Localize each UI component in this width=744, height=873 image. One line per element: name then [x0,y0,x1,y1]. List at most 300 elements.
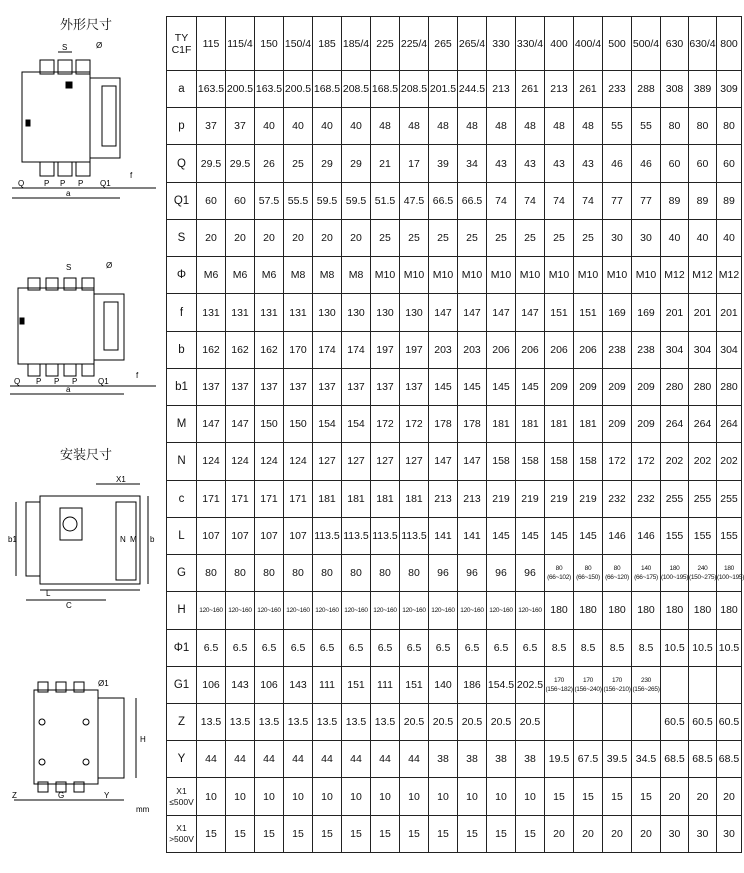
table-cell: 143 [226,666,255,703]
fig2-label: Q1 [98,377,109,386]
table-cell: M12 [661,257,689,294]
table-cell: 171 [284,480,313,517]
table-cell: 37 [226,108,255,145]
fig1-label: f [130,171,133,180]
table-cell: 30 [661,815,689,852]
table-cell: M6 [197,257,226,294]
table-cell: 201 [717,294,742,331]
table-cell: 106 [255,666,284,703]
table-cell: 89 [717,182,742,219]
table-cell: 181 [487,406,516,443]
table-cell [632,555,661,592]
column-header: 150 [255,17,284,71]
table-cell: 208.5 [342,71,371,108]
table-cell: 288 [632,71,661,108]
table-cell: 213 [429,480,458,517]
fig1-label: Ø [96,41,103,50]
fig4-label: Z [12,791,17,800]
table-cell: 6.5 [400,629,429,666]
column-header: 500/4 [632,17,661,71]
table-cell: 25 [371,219,400,256]
table-cell: M12 [689,257,717,294]
table-cell: 20.5 [516,703,545,740]
table-cell: 232 [603,480,632,517]
table-cell: 169 [603,294,632,331]
table-cell: 206 [574,331,603,368]
table-cell: 130 [313,294,342,331]
table-row [167,555,742,592]
table-cell: 68.5 [661,741,689,778]
table-cell [717,666,742,703]
table-cell: 120~160 [371,592,400,629]
table-cell: 30 [632,219,661,256]
table-cell: 80 [197,555,226,592]
table-cell: 202.5 [516,666,545,703]
table-cell: 172 [400,406,429,443]
cell-line: 80 [613,565,621,573]
table-cell: 60 [661,145,689,182]
table-cell: 48 [487,108,516,145]
table-cell: 20 [313,219,342,256]
table-cell: 15 [226,815,255,852]
table-cell: 96 [429,555,458,592]
table-cell: 40 [717,219,742,256]
table-cell: 261 [516,71,545,108]
row-header: Y [167,741,197,778]
table-cell: 168.5 [371,71,400,108]
table-cell: 10.5 [689,629,717,666]
table-cell: 40 [342,108,371,145]
table-row [167,71,742,108]
table-cell: 120~160 [458,592,487,629]
table-cell: 170 [284,331,313,368]
table-cell: 304 [661,331,689,368]
table-cell: 202 [661,443,689,480]
table-cell: 68.5 [689,741,717,778]
table-row [167,592,742,629]
cell-line: 180 [724,565,734,573]
table-cell: 158 [545,443,574,480]
table-cell: 137 [400,368,429,405]
table-cell: 201 [689,294,717,331]
table-cell: 80 [313,555,342,592]
table-cell: 6.5 [197,629,226,666]
table-cell: 308 [661,71,689,108]
table-cell: 150 [255,406,284,443]
table-cell: 57.5 [255,182,284,219]
table-cell: 200.5 [226,71,255,108]
table-cell: 171 [226,480,255,517]
table-cell [661,555,689,592]
table-cell: 6.5 [429,629,458,666]
table-cell: 154 [342,406,371,443]
table-cell: 219 [516,480,545,517]
table-cell: 60 [197,182,226,219]
table-cell: M10 [487,257,516,294]
table-cell [632,703,661,740]
table-cell: 37 [197,108,226,145]
row-header [167,815,197,852]
table-cell: 25 [516,219,545,256]
outline-dimensions-heading: 外形尺寸 [60,18,113,33]
mounting-dimensions-heading: 安装尺寸 [60,448,113,463]
row-header: c [167,480,197,517]
table-cell: 145 [516,368,545,405]
table-cell: 6.5 [371,629,400,666]
fig2-label: S [66,263,72,272]
cell-line: (66~150) [576,574,600,582]
table-cell: 48 [371,108,400,145]
table-cell: 15 [429,815,458,852]
table-cell: 158 [487,443,516,480]
table-cell: 8.5 [545,629,574,666]
table-cell: 34.5 [632,741,661,778]
fig2-label: P [72,377,78,386]
table-cell: 25 [574,219,603,256]
column-header: 400/4 [574,17,603,71]
table-cell: 238 [603,331,632,368]
table-cell: 255 [717,480,742,517]
fig3-label: C [66,601,72,610]
table-cell: 168.5 [313,71,342,108]
table-cell: M10 [603,257,632,294]
table-cell: 113.5 [371,517,400,554]
table-cell: 47.5 [400,182,429,219]
table-cell: 15 [545,778,574,815]
table-cell: 147 [429,294,458,331]
fig2-label: P [36,377,42,386]
row-header: Φ1 [167,629,197,666]
row-header: Q1 [167,182,197,219]
table-row [167,517,742,554]
table-cell: M10 [371,257,400,294]
fig1-label: Q [18,179,25,188]
table-cell: 219 [545,480,574,517]
table-cell: 38 [429,741,458,778]
table-cell: 66.5 [429,182,458,219]
column-header: 500 [603,17,632,71]
table-cell: 181 [516,406,545,443]
table-cell: 280 [661,368,689,405]
table-cell: 280 [689,368,717,405]
mounting-hole-view-svg [6,676,162,816]
table-cell: 38 [487,741,516,778]
table-cell: 120~160 [284,592,313,629]
table-cell: 43 [487,145,516,182]
table-cell: 26 [255,145,284,182]
table-cell: 151 [400,666,429,703]
table-cell: M10 [545,257,574,294]
table-cell: 143 [284,666,313,703]
table-cell: 172 [632,443,661,480]
table-cell: 20 [545,815,574,852]
table-cell [632,666,661,703]
table-cell: 80 [226,555,255,592]
fig1-label: P [78,179,84,188]
table-cell: 172 [603,443,632,480]
table-cell: 74 [545,182,574,219]
table-cell: 137 [371,368,400,405]
table-cell [545,555,574,592]
table-cell: 137 [197,368,226,405]
table-cell: 25 [545,219,574,256]
table-cell: 232 [632,480,661,517]
table-cell: 130 [400,294,429,331]
table-row [167,703,742,740]
table-cell: 39.5 [603,741,632,778]
fig3-label: L [46,589,51,598]
table-cell: 40 [313,108,342,145]
table-cell: 180 [632,592,661,629]
table-cell: 131 [255,294,284,331]
table-cell: 209 [632,368,661,405]
cell-line: (156~265) [632,685,660,693]
fig1-label: S [62,43,68,52]
table-cell: 264 [689,406,717,443]
mounting-side-view-svg [6,472,162,612]
column-header: 330 [487,17,516,71]
fig3-label: X1 [116,475,126,484]
table-cell: 15 [371,815,400,852]
table-row [167,368,742,405]
fig1-label: P [60,179,66,188]
table-cell: 20 [632,815,661,852]
table-cell: 209 [545,368,574,405]
cell-line: (66~102) [547,574,571,582]
table-cell: 43 [545,145,574,182]
table-cell: 181 [400,480,429,517]
cell-line: (100~195) [717,574,744,582]
table-cell: 20 [603,815,632,852]
table-cell: 131 [197,294,226,331]
table-cell: 66.5 [458,182,487,219]
row-header-line: >500V [169,833,194,844]
table-cell: 59.5 [342,182,371,219]
table-cell: 10 [458,778,487,815]
row-header: M [167,406,197,443]
table-cell: 44 [342,741,371,778]
table-cell: 48 [458,108,487,145]
cell-line: 80 [555,565,563,573]
table-cell: 80 [400,555,429,592]
row-header: b1 [167,368,197,405]
column-header: 185 [313,17,342,71]
table-cell: 6.5 [313,629,342,666]
table-cell: 40 [284,108,313,145]
table-cell: 120~160 [516,592,545,629]
table-cell: 6.5 [255,629,284,666]
table-cell: 39 [429,145,458,182]
table-cell: 8.5 [574,629,603,666]
table-cell: 120~160 [197,592,226,629]
table-cell: 120~160 [429,592,458,629]
table-cell [545,703,574,740]
table-cell: 60 [226,182,255,219]
table-cell: 127 [371,443,400,480]
table-cell: 44 [371,741,400,778]
row-header: Z [167,703,197,740]
table-cell: 44 [284,741,313,778]
table-cell: 20 [197,219,226,256]
table-cell: 10 [516,778,545,815]
table-cell: 130 [342,294,371,331]
table-cell: 80 [284,555,313,592]
table-cell: 180 [717,592,742,629]
fig4-label: H [140,735,146,744]
table-cell: 10 [342,778,371,815]
fig1-label: a [66,189,71,198]
table-cell: 141 [458,517,487,554]
table-cell: 180 [661,592,689,629]
table-cell: 209 [603,406,632,443]
table-cell: 13.5 [371,703,400,740]
table-cell: 44 [313,741,342,778]
table-row [167,182,742,219]
table-cell: 10.5 [717,629,742,666]
table-cell [689,666,717,703]
table-cell: M10 [458,257,487,294]
fig2-label: f [136,371,139,380]
table-cell [603,555,632,592]
table-cell: 206 [516,331,545,368]
table-cell: 151 [574,294,603,331]
table-row [167,815,742,852]
table-cell: 171 [197,480,226,517]
table-cell: 48 [545,108,574,145]
table-cell: 107 [284,517,313,554]
table-cell: 13.5 [226,703,255,740]
column-header: 115/4 [226,17,255,71]
table-cell: 20 [661,778,689,815]
table-cell: 197 [371,331,400,368]
table-cell: 80 [371,555,400,592]
table-cell: 34 [458,145,487,182]
fig3-label: b [150,535,155,544]
table-cell: 147 [458,443,487,480]
table-cell: 202 [717,443,742,480]
table-cell: 120~160 [313,592,342,629]
table-cell: 15 [400,815,429,852]
table-cell: 261 [574,71,603,108]
table-cell: 145 [458,368,487,405]
row-header: L [167,517,197,554]
row-header: Q [167,145,197,182]
column-header: 115 [197,17,226,71]
table-cell: 15 [313,815,342,852]
table-cell: 154 [313,406,342,443]
table-cell: 203 [458,331,487,368]
column-header: 265 [429,17,458,71]
table-cell: 80 [717,108,742,145]
table-cell: 124 [226,443,255,480]
table-cell: 154.5 [487,666,516,703]
table-cell: 145 [429,368,458,405]
table-cell: 30 [689,815,717,852]
table-cell: 145 [487,368,516,405]
table-cell: 304 [689,331,717,368]
table-cell: 181 [371,480,400,517]
row-header-line: X1 [176,822,187,833]
cell-line: 230 [641,676,651,684]
table-row [167,741,742,778]
table-cell: 181 [545,406,574,443]
table-cell: 60 [689,145,717,182]
fig2-label: P [54,377,60,386]
table-cell: 209 [632,406,661,443]
table-cell: 206 [545,331,574,368]
table-cell: M12 [717,257,742,294]
table-cell: 213 [458,480,487,517]
table-cell: 96 [458,555,487,592]
table-cell: 40 [661,219,689,256]
table-cell: 74 [487,182,516,219]
table-cell: 140 [429,666,458,703]
mounting-hole-view [6,676,162,816]
table-cell: 13.5 [197,703,226,740]
table-cell: 137 [226,368,255,405]
table-cell: 10 [255,778,284,815]
table-cell: 6.5 [516,629,545,666]
table-cell: 25 [400,219,429,256]
table-cell: 48 [429,108,458,145]
table-cell: 145 [574,517,603,554]
table-cell [603,666,632,703]
table-cell: 174 [342,331,371,368]
table-cell: 113.5 [342,517,371,554]
table-cell: 25 [284,145,313,182]
table-cell: 127 [342,443,371,480]
table-cell: 44 [226,741,255,778]
table-cell: 181 [313,480,342,517]
row-header: p [167,108,197,145]
table-row [167,145,742,182]
table-cell: 180 [545,592,574,629]
table-cell: 10 [313,778,342,815]
table-cell: 186 [458,666,487,703]
table-cell: 6.5 [342,629,371,666]
table-cell: M10 [574,257,603,294]
table-row [167,257,742,294]
column-header: 225/4 [400,17,429,71]
table-cell: 40 [255,108,284,145]
table-cell: 10 [487,778,516,815]
table-cell: 137 [313,368,342,405]
table-cell: 147 [429,443,458,480]
table-cell: 29 [342,145,371,182]
table-cell: 107 [226,517,255,554]
table-cell: M8 [284,257,313,294]
table-cell: 80 [255,555,284,592]
table-cell [603,703,632,740]
table-cell: 213 [545,71,574,108]
column-header: 630/4 [689,17,717,71]
table-cell: 162 [226,331,255,368]
table-cell: 29.5 [197,145,226,182]
table-cell: 17 [400,145,429,182]
cell-line: 170 [554,676,564,684]
table-cell: 145 [545,517,574,554]
table-cell [661,666,689,703]
table-cell: 124 [255,443,284,480]
table-cell: 147 [458,294,487,331]
table-cell: 127 [400,443,429,480]
table-cell: 60 [717,145,742,182]
table-cell: 213 [487,71,516,108]
table-cell: 20 [255,219,284,256]
table-cell: 29 [313,145,342,182]
table-row [167,629,742,666]
fig3-label: M [130,535,137,544]
